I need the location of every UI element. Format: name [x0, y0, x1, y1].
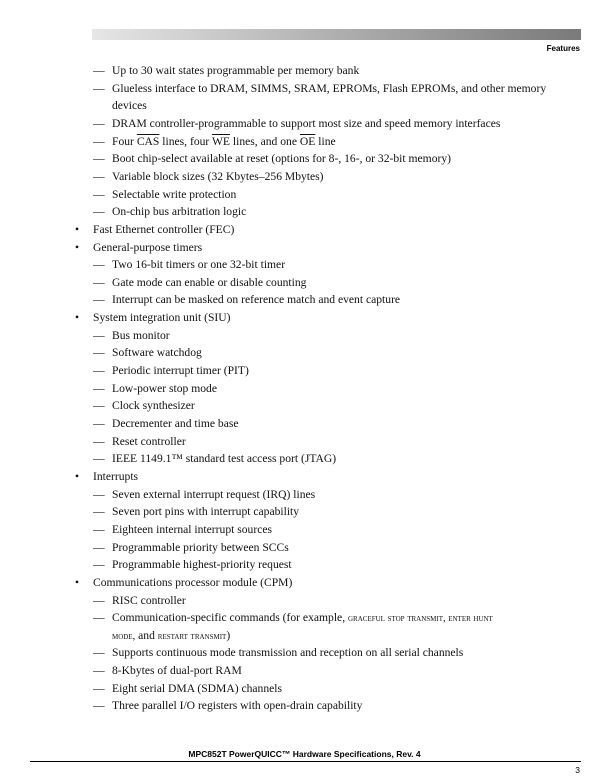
dash-marker: — [93, 382, 105, 395]
bullet-item: General-purpose timers [93, 241, 203, 254]
dash-marker: — [93, 452, 105, 465]
sub-item: Decrementer and time base [112, 417, 239, 430]
page-number: 3 [575, 765, 580, 775]
sub-item: IEEE 1149.1™ standard test access port (JTAG) [112, 452, 337, 465]
sub-item: Bus monitor [112, 329, 170, 342]
dash-marker: — [93, 117, 105, 130]
sub-item: DRAM controller-programmable to support most size and speed memory interfaces [112, 117, 501, 130]
sub-item: Eight serial DMA (SDMA) channels [112, 682, 283, 695]
dash-marker: — [93, 82, 105, 95]
dash-marker: — [93, 558, 105, 571]
dash-marker: — [93, 329, 105, 342]
footer-title: MPC852T PowerQUICC™ Hardware Specifications, Rev. 4 [188, 749, 421, 759]
sub-item: Boot chip-select available at reset (options for 8-, 16-, or 32-bit memory) [112, 152, 452, 165]
bullet-item: System integration unit (SIU) [93, 311, 231, 324]
sub-item: Software watchdog [112, 346, 202, 359]
dash-marker: — [93, 646, 105, 659]
dash-marker: — [93, 276, 105, 289]
active-low-signal: $\overline{CAS}$ [136, 135, 160, 148]
text-run: Four [112, 135, 137, 148]
active-low-signal: $\overline{WE}$ [211, 135, 231, 148]
bullet-item: Fast Ethernet controller (FEC) [93, 223, 235, 236]
text-run: lines, four [159, 135, 212, 148]
sub-item [112, 135, 336, 149]
dash-marker: — [93, 152, 105, 165]
sub-item: Three parallel I/O registers with open-drain capability [112, 699, 363, 712]
dash-marker: — [93, 682, 105, 695]
dash-marker: — [93, 541, 105, 554]
dash-marker: — [93, 293, 105, 306]
sub-item: Programmable priority between SCCs [112, 541, 289, 554]
sub-item-continuation: devices [112, 99, 147, 112]
text-run: Communication-specific commands (for example, [112, 611, 348, 624]
active-low-signal: $\overline{OE}$ [299, 135, 316, 148]
sub-item: Glueless interface to DRAM, SIMMS, SRAM, EPROMs, Flash EPROMs, and other memory [112, 82, 547, 95]
dash-marker: — [93, 505, 105, 518]
sub-item: Programmable highest-priority request [112, 558, 292, 571]
command-name: graceful stop transmit, enter hunt [348, 613, 493, 624]
footer-rule [30, 761, 581, 762]
sub-item: Supports continuous mode transmission and reception on all serial channels [112, 646, 464, 659]
dash-marker: — [93, 488, 105, 501]
bullet-marker: • [75, 311, 80, 324]
sub-item: Periodic interrupt timer (PIT) [112, 364, 249, 377]
bullet-item: Interrupts [93, 470, 139, 483]
dash-marker: — [93, 417, 105, 430]
dash-marker: — [93, 523, 105, 536]
text-run: line [315, 135, 336, 148]
dash-marker: — [93, 205, 105, 218]
sub-item: Seven external interrupt request (IRQ) lines [112, 488, 316, 501]
bullet-marker: • [75, 470, 80, 483]
sub-item: RISC controller [112, 594, 186, 607]
sub-item: 8-Kbytes of dual-port RAM [112, 664, 242, 677]
text-run: ) [226, 629, 231, 642]
sub-item: Variable block sizes (32 Kbytes–256 Mbytes) [112, 170, 324, 183]
dash-marker: — [93, 64, 105, 77]
sub-item: Up to 30 wait states programmable per memory bank [112, 64, 360, 77]
dash-marker: — [93, 611, 105, 624]
sub-item: Eighteen internal interrupt sources [112, 523, 273, 536]
text-run: lines, and one [230, 135, 300, 148]
bullet-item: Communications processor module (CPM) [93, 576, 293, 589]
dash-marker: — [93, 399, 105, 412]
sub-item: Interrupt can be masked on reference match and event capture [112, 293, 401, 306]
sub-item: Low-power stop mode [112, 382, 217, 395]
dash-marker: — [93, 135, 105, 148]
header-gradient-bar [92, 29, 581, 40]
dash-marker: — [93, 664, 105, 677]
bullet-marker: • [75, 241, 80, 254]
text-run: and [135, 629, 158, 642]
dash-marker: — [93, 364, 105, 377]
sub-item-continuation [112, 629, 230, 644]
sub-item: Reset controller [112, 435, 186, 448]
sub-item: Clock synthesizer [112, 399, 195, 412]
sub-item: Two 16-bit timers or one 32-bit timer [112, 258, 286, 271]
section-label: Features [546, 44, 580, 53]
dash-marker: — [93, 594, 105, 607]
bullet-marker: • [75, 576, 80, 589]
sub-item: Seven port pins with interrupt capability [112, 505, 300, 518]
command-name: restart transmit [157, 631, 227, 642]
sub-item: Selectable write protection [112, 188, 237, 201]
command-name: mode, [112, 631, 136, 642]
sub-item: Gate mode can enable or disable counting [112, 276, 307, 289]
sub-item: On-chip bus arbitration logic [112, 205, 247, 218]
dash-marker: — [93, 258, 105, 271]
dash-marker: — [93, 346, 105, 359]
dash-marker: — [93, 699, 105, 712]
dash-marker: — [93, 188, 105, 201]
bullet-marker: • [75, 223, 80, 236]
dash-marker: — [93, 170, 105, 183]
sub-item [112, 611, 493, 626]
dash-marker: — [93, 435, 105, 448]
